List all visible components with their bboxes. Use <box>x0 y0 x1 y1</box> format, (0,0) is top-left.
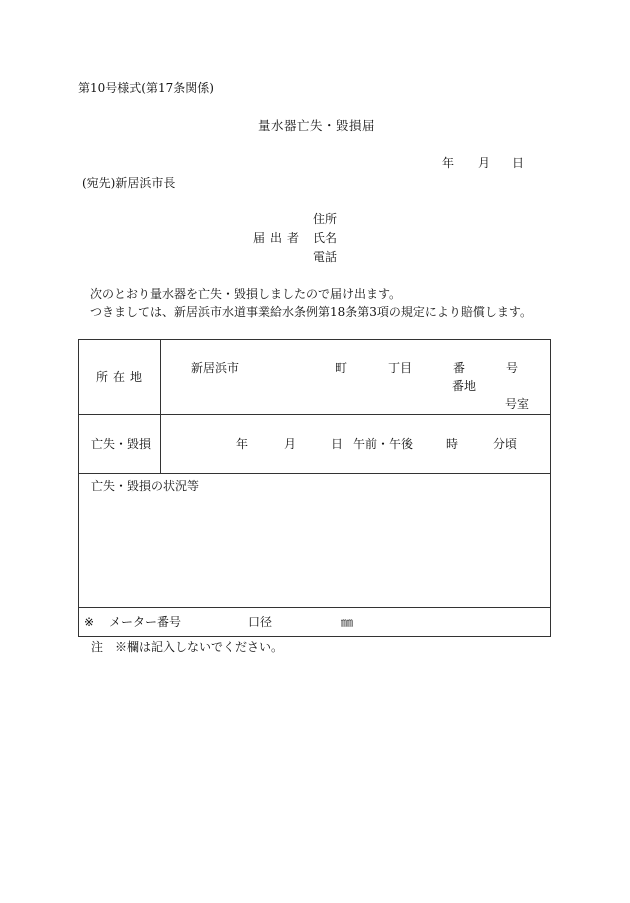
diameter-label: 口径 <box>248 615 273 629</box>
loss-year: 年 <box>236 437 249 451</box>
location-go: 号 <box>506 361 519 375</box>
location-city: 新居浜市 <box>191 361 240 375</box>
body-line-1: 次のとおり量水器を亡失・毀損しましたので届け出ます。 <box>90 287 402 301</box>
loss-hour: 時 <box>446 437 459 451</box>
date-year-label: 年 <box>442 156 455 170</box>
table-row-divider-1 <box>78 414 551 415</box>
table-row-divider-2 <box>78 473 551 474</box>
address-label: 住所 <box>313 212 338 226</box>
location-label: 所在地 <box>96 370 148 384</box>
document-title: 量水器亡失・毀損届 <box>258 118 376 133</box>
location-goshitsu: 号室 <box>505 397 530 411</box>
body-line-2: つきましては、新居浜市水道事業給水条例第18条第3項の規定により賠償します。 <box>90 305 532 319</box>
date-month-label: 月 <box>478 156 491 170</box>
loss-month: 月 <box>284 437 297 451</box>
situation-label: 亡失・毀損の状況等 <box>91 479 200 493</box>
loss-label: 亡失・毀損 <box>91 437 152 451</box>
applicant-label: 届出者 <box>253 231 305 245</box>
name-label: 氏名 <box>313 231 338 245</box>
location-ban: 番 <box>453 361 466 375</box>
location-banchi: 番地 <box>452 379 477 393</box>
addressee: (宛先)新居浜市長 <box>82 176 176 190</box>
office-use-mark: ※ <box>84 615 95 629</box>
table-row-divider-3 <box>78 607 551 608</box>
date-day-label: 日 <box>512 156 525 170</box>
loss-ampm: 午前・午後 <box>353 437 414 451</box>
table-column-divider <box>160 339 161 474</box>
loss-day: 日 <box>331 437 344 451</box>
location-cho: 町 <box>335 361 348 375</box>
diameter-unit: ㎜ <box>341 615 354 629</box>
meter-number-label: メーター番号 <box>109 615 182 629</box>
location-chome: 丁目 <box>388 361 413 375</box>
phone-label: 電話 <box>313 250 338 264</box>
form-number: 第10号様式(第17条関係) <box>78 81 214 95</box>
loss-minute: 分頃 <box>493 437 518 451</box>
footnote: 注 ※欄は記入しないでください。 <box>91 640 284 654</box>
